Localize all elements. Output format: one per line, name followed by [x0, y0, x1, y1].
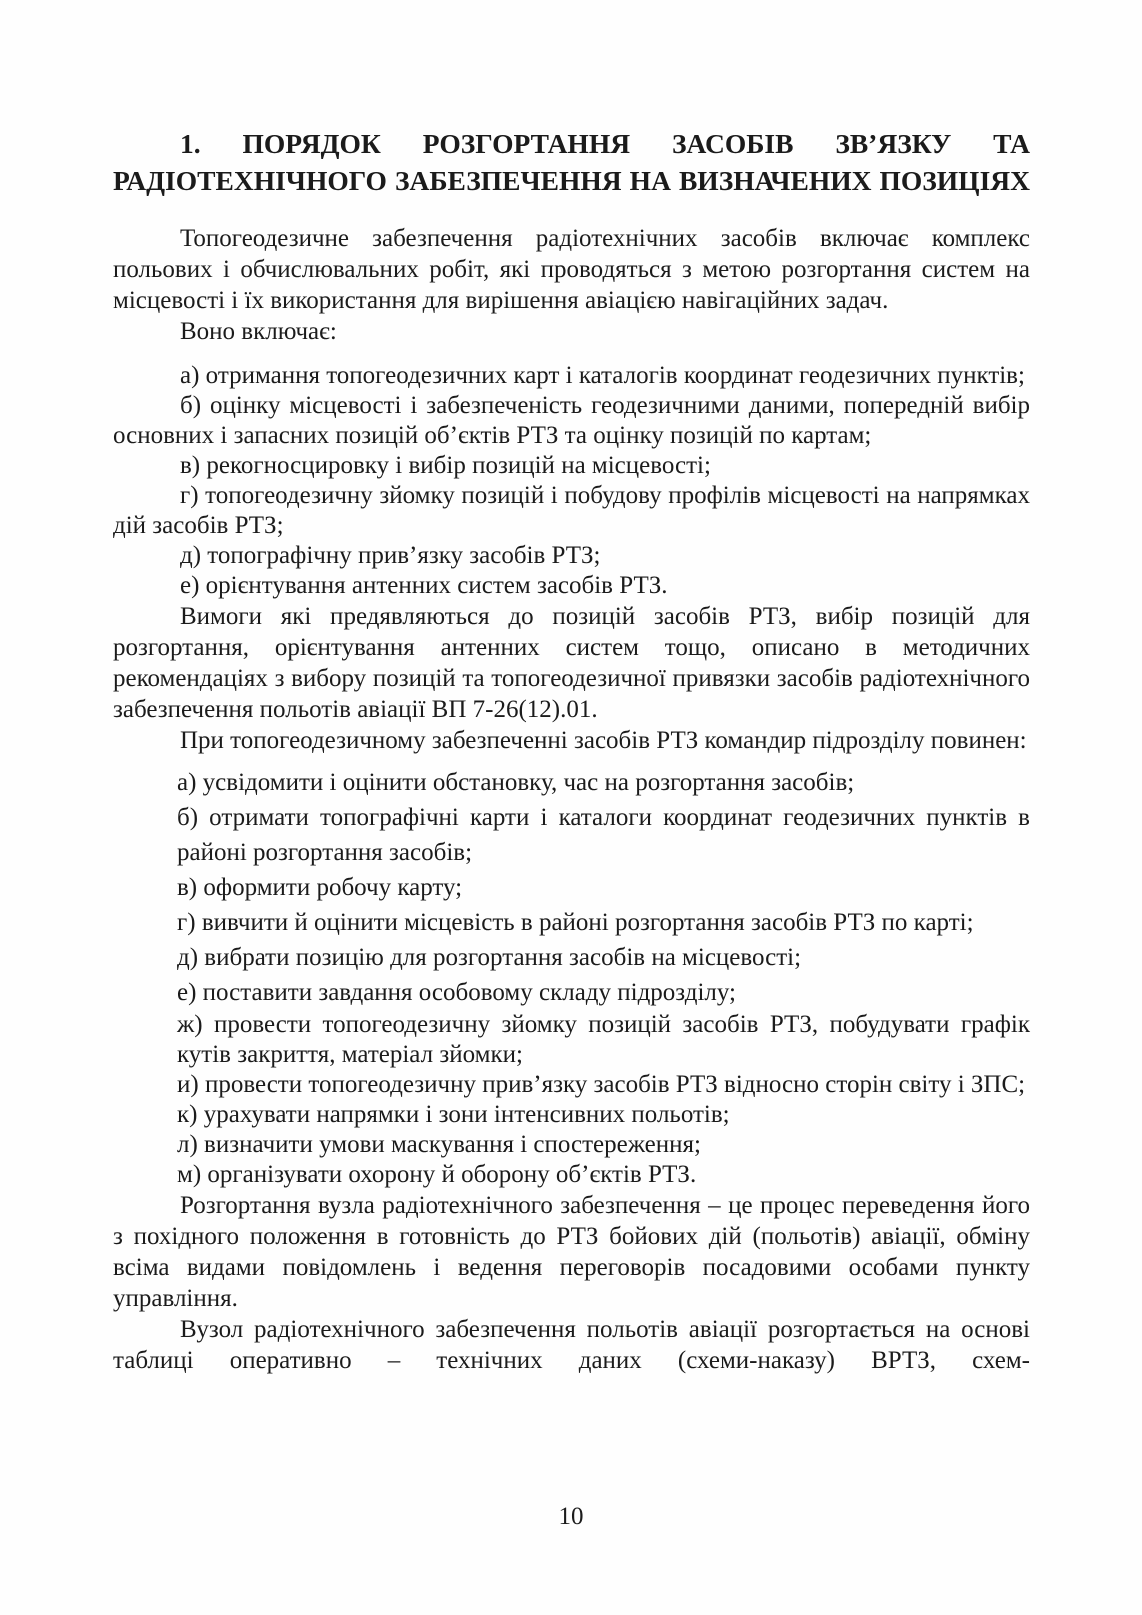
paragraph-it-includes: Воно включає: — [180, 318, 337, 345]
paragraph-node-deployment: Вузол радіотехнічного забезпечення польотів авіації розгортається на основі таблиці оперативно – технічних даних (схеми-наказу) ВРТЗ, схем- — [113, 1316, 1030, 1374]
page-number: 10 — [558, 1503, 584, 1530]
list-item: а) усвідомити і оцінити обстановку, час на розгортання засобів; — [177, 769, 855, 796]
list-item: д) вибрати позицію для розгортання засобів на місцевості; — [177, 944, 802, 971]
list-item: а) отримання топогеодезичних карт і каталогів координат геодезичних пунктів; — [180, 362, 1025, 389]
paragraph-deployment-definition: Розгортання вузла радіотехнічного забезпечення – це процес переведення його з похідного положення в готовність до РТЗ бойових дій (польотів) авіації, обміну всіма видами повідомлень і ведення переговорів посадовими особами пункту управління. — [113, 1192, 1030, 1312]
heading-line-2: РАДІОТЕХНІЧНОГО ЗАБЕЗПЕЧЕННЯ НА ВИЗНАЧЕНИХ ПОЗИЦІЯХ — [113, 165, 1030, 196]
list-item: г) топогеодезичну зйомку позицій і побудову профілів місцевості на напрямках дій засобів РТЗ; — [113, 482, 1030, 539]
list-item: к) урахувати напрямки і зони інтенсивних польотів; — [177, 1101, 730, 1128]
heading-line-1: 1. ПОРЯДОК РОЗГОРТАННЯ ЗАСОБІВ ЗВ’ЯЗКУ ТА — [180, 128, 1030, 159]
list-item: л) визначити умови маскування і спостереження; — [177, 1131, 701, 1158]
list-item: г) вивчити й оцінити місцевість в районі розгортання засобів РТЗ по карті; — [177, 909, 974, 936]
list-commander-duties-a-m — [113, 765, 1030, 1190]
list-item: е) поставити завдання особовому складу підрозділу; — [177, 979, 736, 1006]
paragraph-topogeodetic-intro: Топогеодезичне забезпечення радіотехнічних засобів включає комплекс польових і обчислювальних робіт, які проводяться з метою розгортання систем на місцевості і їх використання для вирішення авіацією навігаційних задач. — [113, 225, 1030, 314]
list-item: ж) провести топогеодезичну зйомку позицій засобів РТЗ, побудувати графік кутів закриття, матеріал зйомки; — [177, 1011, 1030, 1068]
list-item: д) топографічну прив’язку засобів РТЗ; — [180, 542, 601, 569]
paragraph-requirements: Вимоги які предявляються до позицій засобів РТЗ, вибір позицій для розгортання, орієнтування антенних систем тощо, описано в методичних рекомендаціях з вибору позицій та топогеодезичної привязки засобів радіотехнічного забезпечення польотів авіації ВП 7-26(12).01. — [113, 603, 1030, 723]
list-item: в) оформити робочу карту; — [177, 874, 463, 901]
list-item: е) орієнтування антенних систем засобів РТЗ. — [180, 572, 668, 599]
list-item: б) оцінку місцевості і забезпеченість геодезичними даними, попередній вибір основних і запасних позицій об’єктів РТЗ та оцінку позицій по картам; — [113, 392, 1030, 449]
list-item: и) провести топогеодезичну прив’язку засобів РТЗ відносно сторін світу і ЗПС; — [177, 1071, 1026, 1098]
list-includes-a-e — [113, 361, 1030, 601]
list-item: м) організувати охорону й оборону об’єктів РТЗ. — [177, 1161, 697, 1188]
paragraph-commander-must: При топогеодезичному забезпеченні засобів РТЗ командир підрозділу повинен: — [180, 727, 1027, 754]
list-item: б) отримати топографічні карти і каталоги координат геодезичних пунктів в районі розгортання засобів; — [177, 804, 1030, 866]
section-heading — [113, 125, 1030, 199]
list-item: в) рекогносцировку і вибір позицій на місцевості; — [180, 452, 711, 479]
